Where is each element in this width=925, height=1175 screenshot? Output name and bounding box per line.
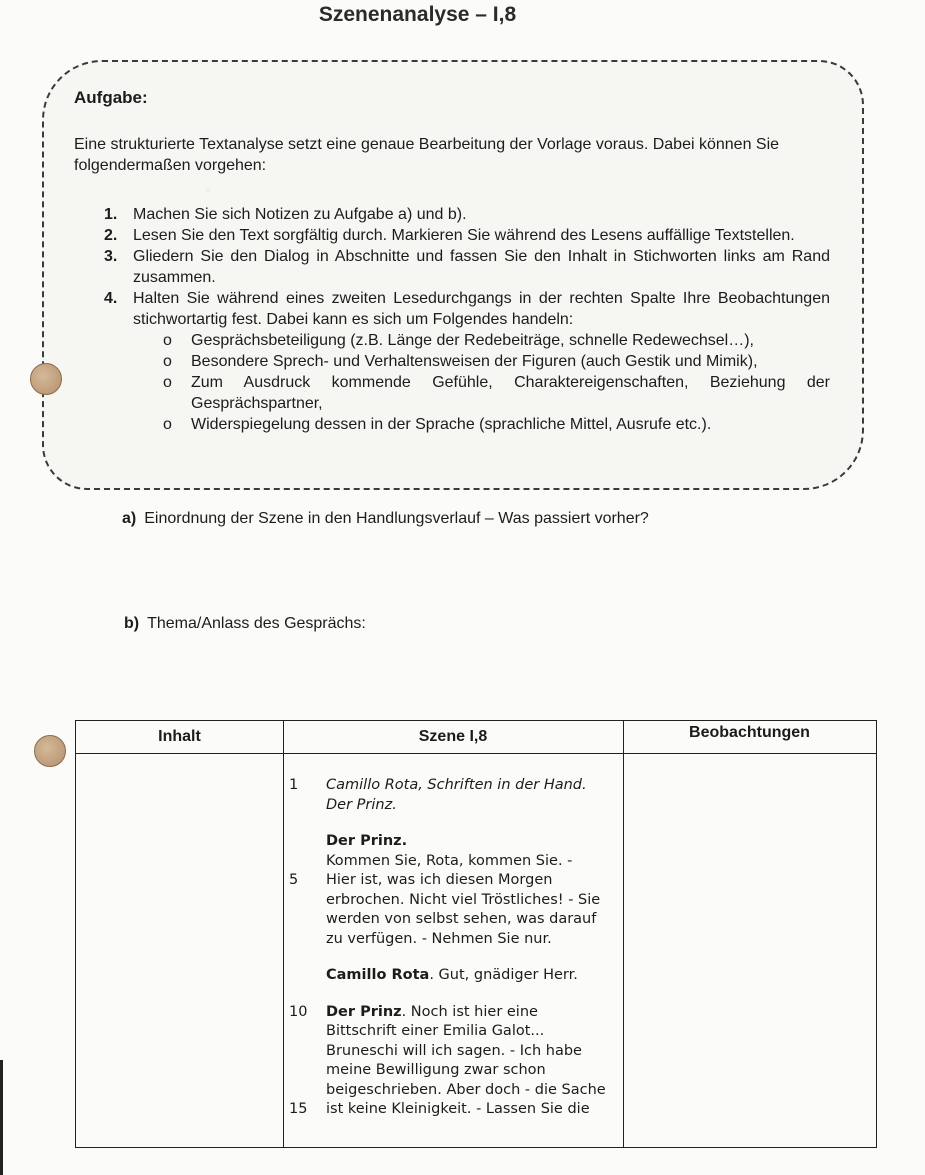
circle-bullet-icon: o: [163, 332, 172, 349]
step-number: 3.: [104, 248, 118, 265]
circle-bullet-icon: o: [163, 416, 172, 433]
dialogue-text: ist keine Kleinigkeit. - Lassen Sie die: [326, 1101, 590, 1117]
bullet-item: [133, 351, 830, 372]
step-number: 4.: [104, 290, 118, 307]
bullet-text: Widerspiegelung dessen in der Sprache (sprachliche Mittel, Ausrufe etc.).: [191, 416, 712, 433]
step-text: Halten Sie während eines zweiten Lesedurchgangs in der rechten Spalte Ihre Beobachtungen stichwortartig fest. Dabei kann es sich um Folgendes handeln:: [133, 290, 830, 328]
speaker-name: Der Prinz.: [326, 833, 408, 849]
question-a: [122, 510, 649, 528]
script-line: [289, 891, 629, 911]
step-item: [100, 204, 830, 225]
bullet-text: Gesprächsbeteiligung (z.B. Länge der Redebeiträge, schnelle Redewechsel…),: [191, 332, 754, 349]
speaker-name: Der Prinz: [326, 1003, 402, 1020]
script-line: [289, 1022, 629, 1042]
dialogue-text: Bittschrift einer Emilia Galot...: [326, 1023, 545, 1039]
circle-bullet-icon: o: [163, 353, 172, 370]
script-line: [289, 1081, 629, 1101]
circle-bullet-icon: o: [163, 374, 172, 391]
dialogue-text: . Noch ist hier eine: [401, 1003, 538, 1020]
task-steps: [100, 204, 830, 435]
script-line: [289, 776, 629, 796]
speaker-line: [289, 832, 629, 852]
dialogue-text: meine Bewilligung zwar schon: [326, 1062, 546, 1078]
bullet-text: Besondere Sprech- und Verhaltensweisen der Figuren (auch Gestik und Mimik),: [191, 353, 758, 370]
speaker-name: Camillo Rota: [326, 967, 430, 983]
dialogue-text: Hier ist, was ich diesen Morgen: [326, 872, 553, 888]
script-line: [289, 910, 629, 930]
page-edge: [0, 1060, 3, 1175]
script-line: [289, 930, 629, 950]
bullet-text: Zum Ausdruck kommende Gefühle, Charaktereigenschaften, Beziehung der Gesprächspartner,: [191, 374, 830, 412]
script-line: [289, 1061, 629, 1081]
question-b: [124, 615, 366, 633]
step-item: [100, 225, 830, 246]
punch-hole: [34, 735, 66, 767]
punch-hole: [30, 363, 62, 395]
scene-table: [75, 720, 877, 1148]
header-divider: [76, 753, 876, 754]
script-line: [289, 1003, 629, 1023]
line-number: 15: [289, 1101, 308, 1117]
script-line: [289, 871, 629, 891]
question-a-text: Einordnung der Szene in den Handlungsverlauf – Was passiert vorher?: [144, 510, 649, 527]
step-text: Gliedern Sie den Dialog in Abschnitte und fassen Sie den Inhalt in Stichworten links am Rand zusammen.: [133, 248, 830, 286]
script-line: [289, 796, 629, 816]
script-line: [289, 966, 629, 986]
column-divider: [283, 721, 284, 1147]
step-item: [100, 246, 830, 288]
task-heading: Aufgabe:: [74, 88, 148, 107]
dialogue-text: beigeschrieben. Aber doch - die Sache: [326, 1081, 606, 1098]
line-number: 10: [289, 1003, 308, 1020]
stage-direction: Der Prinz.: [326, 796, 397, 813]
dialogue-text: Kommen Sie, Rota, kommen Sie. -: [326, 852, 573, 869]
script-line: [289, 852, 629, 872]
question-b-label: b): [124, 615, 140, 632]
step-item: [100, 288, 830, 435]
stage-direction: Camillo Rota, Schriften in der Hand.: [326, 777, 587, 793]
page-title: Szenenanalyse – I,8: [318, 3, 517, 26]
observation-bullets: [133, 330, 830, 435]
step-number: 1.: [104, 206, 118, 223]
header-szene: Szene I,8: [418, 728, 488, 745]
bullet-item: [133, 330, 830, 351]
task-intro: Eine strukturierte Textanalyse setzt eine genaue Bearbeitung der Vorlage voraus. Dabei können Sie folgendermaßen vorgehen:: [74, 136, 780, 174]
script-line: [289, 1042, 629, 1062]
step-number: 2.: [104, 227, 118, 244]
header-beobachtungen: Beobachtungen: [689, 724, 810, 741]
line-number: 1: [289, 777, 299, 793]
dialogue-text: erbrochen. Nicht viel Tröstliches! - Sie: [326, 891, 601, 908]
dialogue-text: Bruneschi will ich sagen. - Ich habe: [326, 1042, 582, 1059]
bullet-item: [133, 414, 830, 435]
script-line: [289, 1100, 629, 1120]
bullet-item: [133, 372, 830, 414]
step-text: Machen Sie sich Notizen zu Aufgabe a) und b).: [133, 206, 467, 223]
dialogue-text: werden von selbst sehen, was darauf: [326, 911, 597, 927]
question-b-text: Thema/Anlass des Gesprächs:: [147, 615, 366, 632]
scene-text: [289, 776, 629, 1120]
header-inhalt: Inhalt: [158, 728, 201, 745]
line-number: 5: [289, 872, 299, 888]
dialogue-text: . Gut, gnädiger Herr.: [429, 967, 578, 983]
step-text: Lesen Sie den Text sorgfältig durch. Markieren Sie während des Lesens auffällige Textstellen.: [133, 227, 795, 244]
question-a-label: a): [122, 510, 137, 527]
dialogue-text: zu verfügen. - Nehmen Sie nur.: [326, 930, 552, 947]
